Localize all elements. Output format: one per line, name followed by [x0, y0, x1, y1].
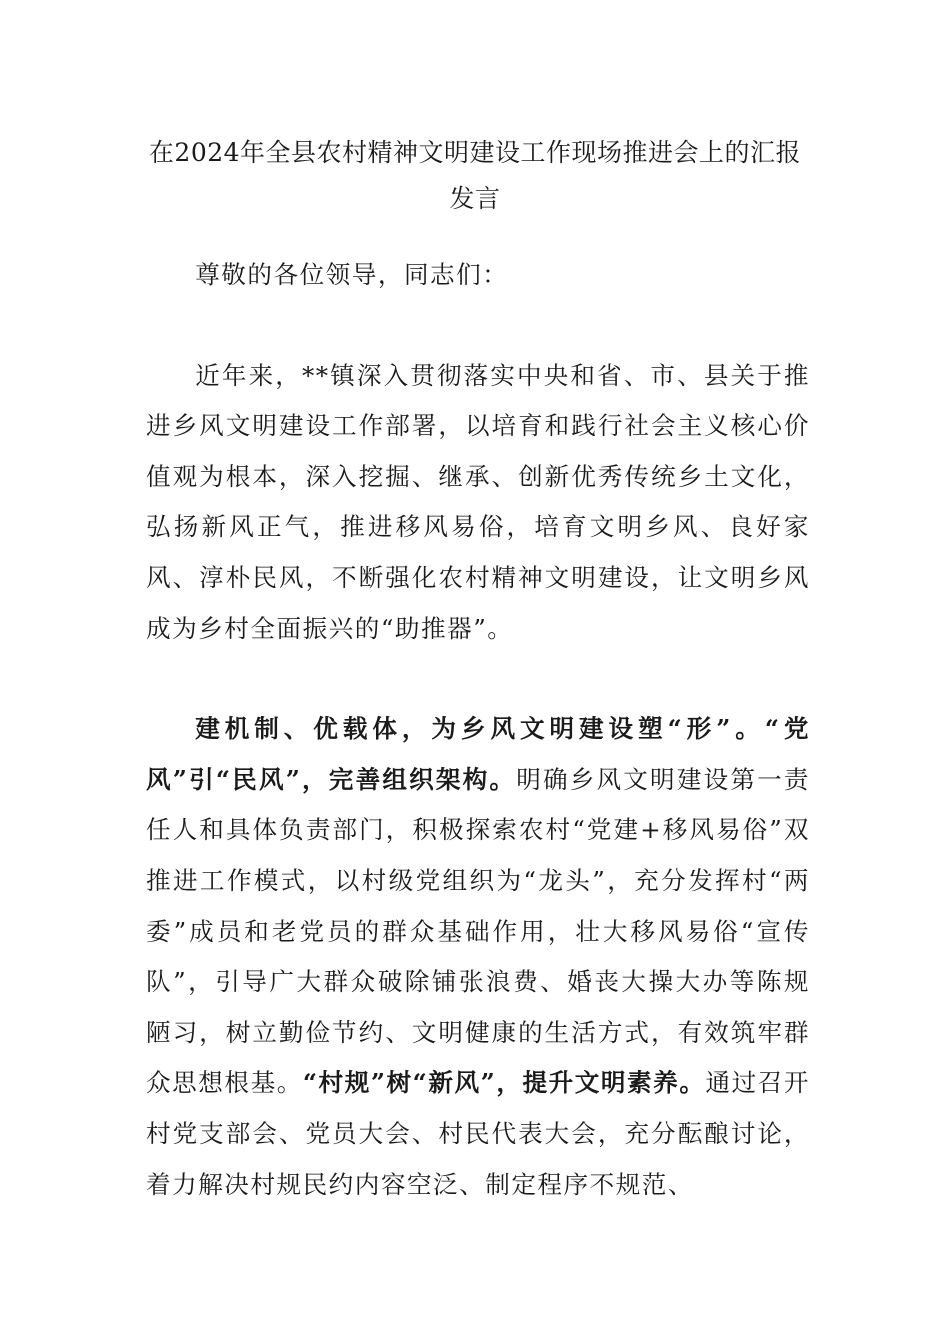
section-1-paragraph [146, 704, 810, 1210]
salutation: 尊敬的各位领导，同志们： [195, 260, 509, 289]
intro-paragraph: 近年来，**镇深入贯彻落实中央和省、市、县关于推进乡风文明建设工作部署，以培育和践行社会主义核心价值观为根本，深入挖掘、继承、创新优秀传统乡土文化，弘扬新风正气，推进移风易俗，培育文明乡风、良好家风、淳朴民风，不断强化农村精神文明建设，让文明乡风成为乡村全面振兴的“助推器”。 [146, 360, 810, 643]
document-title: 在2024年全县农村精神文明建设工作现场推进会上的汇报发言 [148, 138, 802, 213]
section-1-heading: 建机制、优载体，为乡风文明建设塑“形”。 [195, 714, 765, 744]
subsection-2-text: 通过召开村党支部会、党员大会、村民代表大会，充分酝酿讨论，着力解决村规民约内容空泛、制定程序不规范、 [146, 1068, 810, 1199]
paragraph-gap [146, 301, 810, 351]
subsection-2-heading: “村规”树“新风”，提升文明素养。 [302, 1068, 706, 1098]
document-body [146, 250, 810, 1210]
subsection-1-heading: “党风”引“民风”，完善组织架构。 [146, 714, 811, 794]
paragraph-gap [146, 654, 810, 704]
subsection-1-text: 明确乡风文明建设第一责任人和具体负责部门，积极探索农村“党建+移风易俗”双推进工作模式，以村级党组织为“龙头”，充分发挥村“两委”成员和老党员的群众基础作用，壮大移风易俗“宣传队”，引导广大群众破除铺张浪费、婚丧大操大办等陈规陋习，树立勤俭节约、文明健康的生活方式，有效筑牢群众思想根基。 [146, 764, 810, 1098]
